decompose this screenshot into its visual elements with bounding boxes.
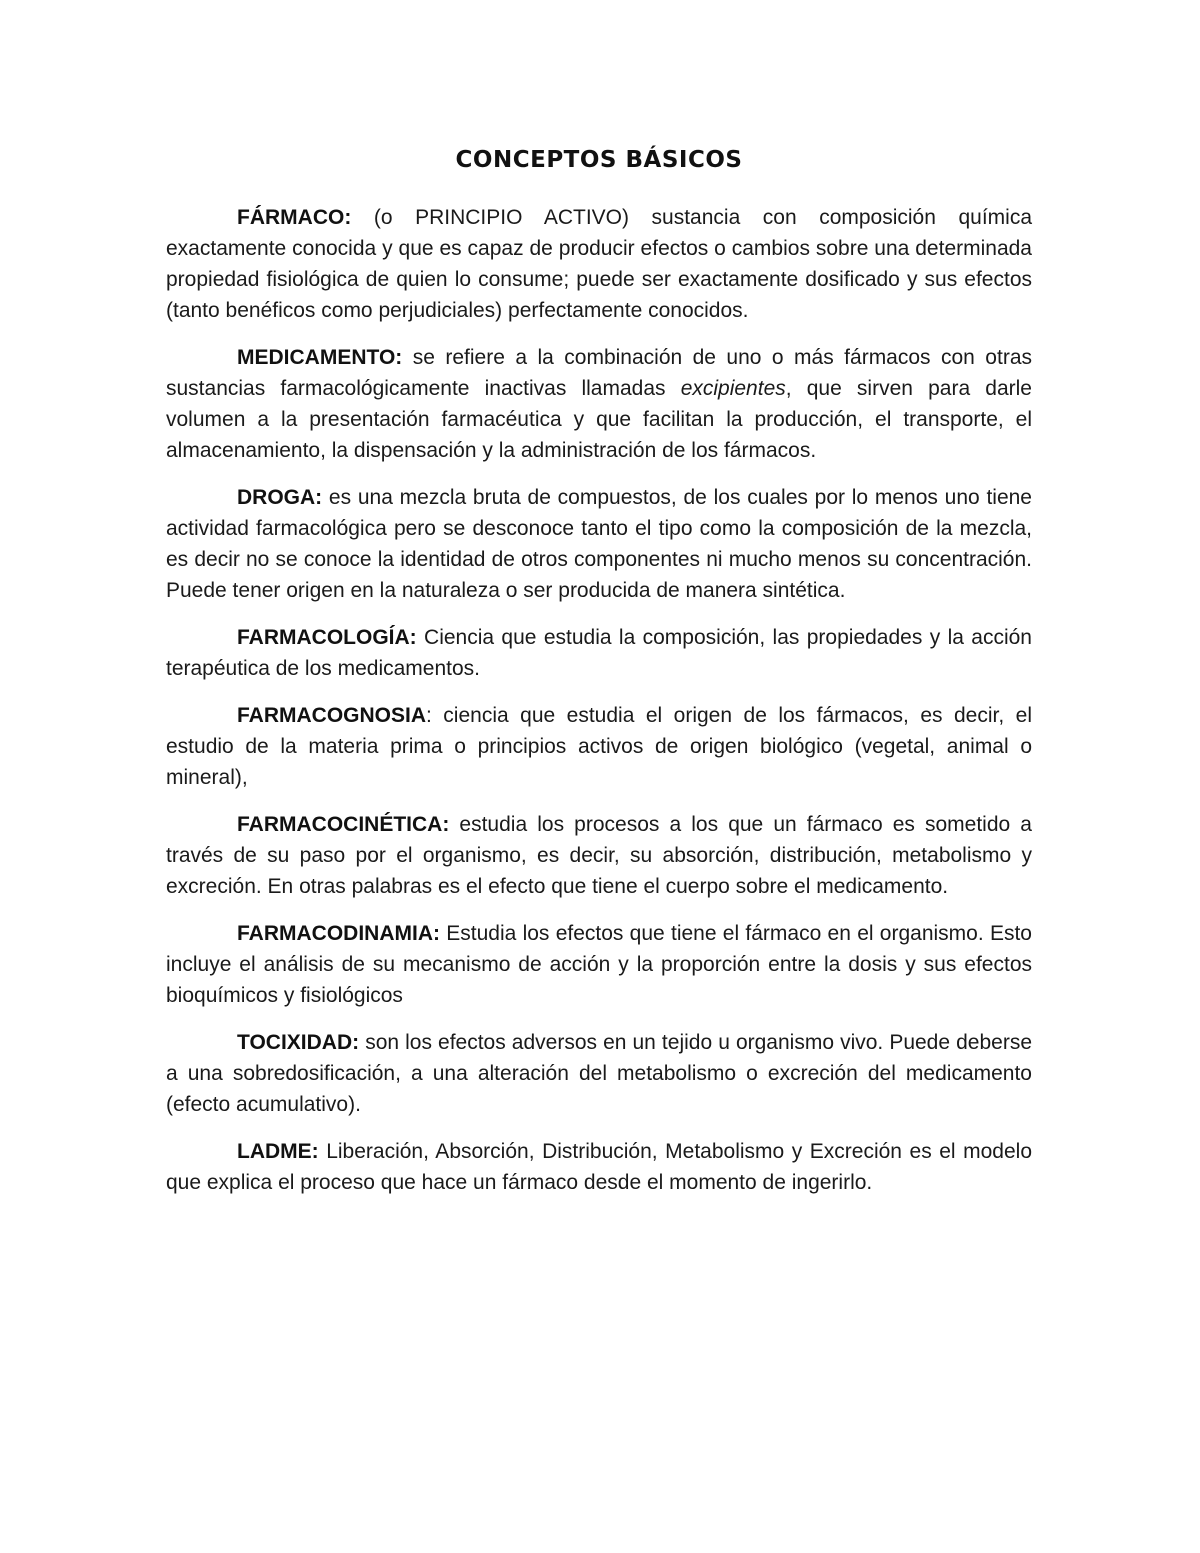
definition-tocixidad (166, 1027, 1032, 1120)
definition-text-farmacologia: Ciencia que estudia la composición, las propiedades y la acción terapéutica de los medicamentos. (166, 626, 1032, 680)
definition-text-tocixidad: son los efectos adversos en un tejido u organismo vivo. Puede deberse a una sobredosificación, a una alteración del metabolismo o excreción del medicamento (efecto acumulativo). (166, 1031, 1032, 1116)
definition-farmaco (166, 202, 1032, 326)
definition-farmacodinamia (166, 918, 1032, 1011)
term-farmacognosia: FARMACOGNOSIA (237, 704, 426, 727)
definition-text-medicamento-start: se refiere a la combinación de uno o más fármacos con otras sustancias farmacológicamente inactivas llamadas (166, 346, 1032, 400)
definition-farmacologia (166, 622, 1032, 684)
definition-text-farmacodinamia: Estudia los efectos que tiene el fármaco en el organismo. Esto incluye el análisis de su mecanismo de acción y la proporción entre la dosis y sus efectos bioquímicos y fisiológicos (166, 922, 1032, 1007)
definition-text-farmaco: (o PRINCIPIO ACTIVO) sustancia con composición química exactamente conocida y que es capaz de producir efectos o cambios sobre una determinada propiedad fisiológica de quien lo consume; puede ser exactamente dosificado y sus efectos (tanto benéficos como perjudiciales) perfectamente conocidos. (166, 206, 1032, 322)
definition-text-farmacocinetica: estudia los procesos a los que un fármaco es sometido a través de su paso por el organismo, es decir, su absorción, distribución, metabolismo y excreción. En otras palabras es el efecto que tiene el cuerpo sobre el medicamento. (166, 813, 1032, 898)
definition-medicamento (166, 342, 1032, 466)
document-body (166, 142, 1032, 1214)
term-farmacocinetica: FARMACOCINÉTICA: (237, 813, 450, 836)
term-farmacodinamia: FARMACODINAMIA: (237, 922, 440, 945)
definition-droga (166, 482, 1032, 606)
italic-excipientes: excipientes (680, 377, 786, 400)
document-title: CONCEPTOS BÁSICOS (455, 147, 743, 173)
term-droga: DROGA: (237, 486, 323, 509)
definition-text-droga: es una mezcla bruta de compuestos, de los cuales por lo menos uno tiene actividad farmacológica pero se desconoce tanto el tipo como la composición de la mezcla, es decir no se conoce la identidad de otros componentes ni mucho menos su concentración. Puede tener origen en la naturaleza o ser producida de manera sintética. (166, 486, 1032, 602)
definition-farmacocinetica (166, 809, 1032, 902)
term-tocixidad: TOCIXIDAD: (237, 1031, 360, 1054)
definition-ladme (166, 1136, 1032, 1198)
term-ladme: LADME: (237, 1140, 319, 1163)
term-farmaco: FÁRMACO: (237, 206, 352, 229)
definition-farmacognosia (166, 700, 1032, 793)
term-farmacologia: FARMACOLOGÍA: (237, 626, 417, 649)
definition-text-medicamento-end: , que sirven para darle volumen a la presentación farmacéutica y que facilitan la producción, el transporte, el almacenamiento, la dispensación y la administración de los fármacos. (166, 377, 1032, 462)
definition-text-ladme: Liberación, Absorción, Distribución, Metabolismo y Excreción es el modelo que explica el proceso que hace un fármaco desde el momento de ingerirlo. (166, 1140, 1032, 1194)
definition-text-farmacognosia: : ciencia que estudia el origen de los fármacos, es decir, el estudio de la materia prima o principios activos de origen biológico (vegetal, animal o mineral), (166, 704, 1032, 789)
term-medicamento: MEDICAMENTO: (237, 346, 403, 369)
